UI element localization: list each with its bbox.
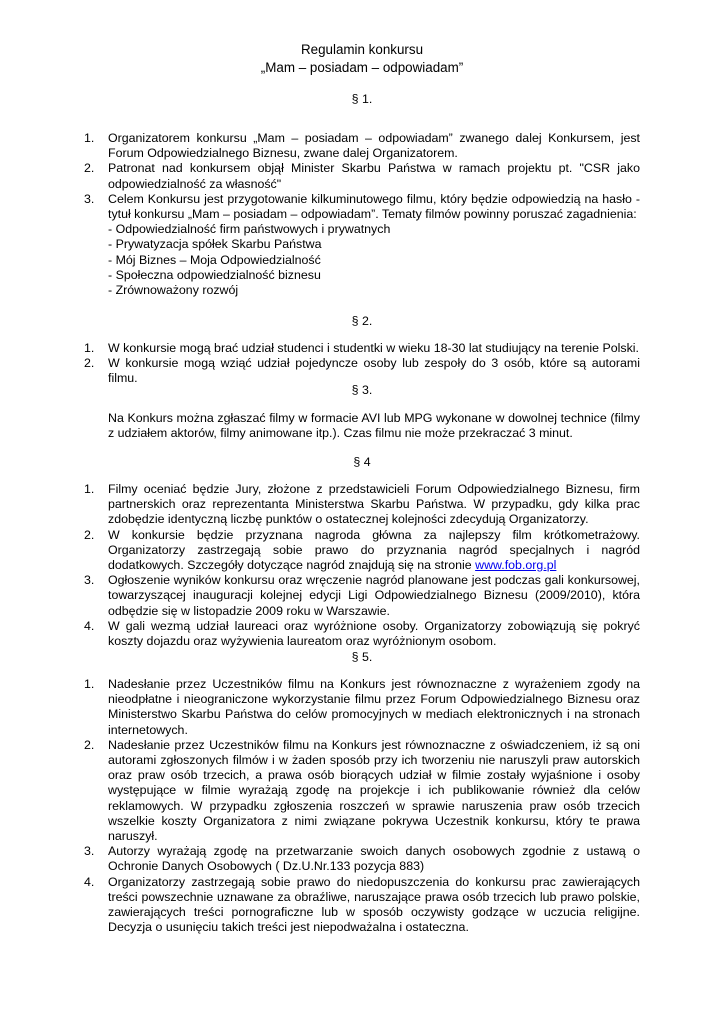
- item-number: 2.: [84, 527, 95, 542]
- section-4-item: [84, 528, 640, 574]
- section-1-item: [84, 192, 640, 298]
- section-5-item: [84, 738, 640, 844]
- item-text: Nadesłanie przez Uczestników filmu na Konkurs jest równoznaczne z oświadczeniem, iż są oni autorami zgłoszonych filmów i w żaden sposób przy ich tworzeniu nie naruszyli praw autorskich oraz praw osób trzecich, a prawa osób biorących udział w filmie zostały wyjaśnione i osoby występujące w filmie wyrażają zgodę na projekcje i ich publikowanie również dla celów reklamowych. W przypadku zgłoszenia roszczeń w sprawie naruszenia praw osób trzecich wszelkie koszty Organizatora z nimi związane pokrywa Uczestnik konkursu, który te prawa naruszył.: [108, 737, 640, 844]
- section-3-paragraph: Na Konkurs można zgłaszać filmy w formacie AVI lub MPG wykonane w dowolnej technice (filmy z udziałem aktorów, filmy animowane itp.). Czas filmu nie może przekraczać 3 minut.: [108, 411, 640, 441]
- item-text: W gali wezmą udział laureaci oraz wyróżnione osoby. Organizatorzy zobowiązują się pokryć koszty dojazdu oraz wyżywienia laureatom oraz wyróżnionym osobom.: [108, 618, 640, 649]
- section-1-item: [84, 131, 640, 161]
- topic-item: - Mój Biznes – Moja Odpowiedzialność: [108, 252, 321, 267]
- section-5-item: [84, 677, 640, 738]
- section-4-item: [84, 619, 640, 649]
- document-title-line1: Regulamin konkursu: [300, 42, 424, 57]
- item-number: 2.: [84, 356, 95, 371]
- item-number: 1.: [84, 482, 95, 496]
- item-text: Autorzy wyrażają zgodę na przetwarzanie swoich danych osobowych zgodnie z ustawą o Ochronie Danych Osobowych ( Dz.U.Nr.133 pozycja 883): [108, 844, 640, 874]
- section-5-list: [84, 677, 640, 935]
- section-2-list: [84, 341, 640, 387]
- document-title-line2: „Mam – posiadam – odpowiadam”: [260, 60, 464, 75]
- item-text: W konkursie mogą brać udział studenci i studentki w wieku 18-30 lat studiujący na terenie Polski.: [108, 341, 639, 355]
- item-number: 3.: [84, 573, 95, 588]
- item-text: Patronat nad konkursem objął Minister Skarbu Państwa w ramach projektu pt. "CSR jako odpowiedzialność za własność": [108, 161, 640, 191]
- section-2-header: § 2.: [351, 314, 373, 328]
- section-1-header: § 1.: [351, 92, 373, 106]
- item-text: W konkursie będzie przyznana nagroda główna za najlepszy film krótkometrażowy. Organizatorzy zastrzegają sobie prawo do przyznania nagród specjalnych i nagród dodatkowych. Szczegóły dotyczące nagród znajdują się na stronie: [108, 527, 640, 573]
- item-text: Organizatorzy zastrzegają sobie prawo do niedopuszczenia do konkursu prac zawierających treści powszechnie uznawane za obraźliwe, naruszające prawa osób trzecich lub prawo polskie, zawierających treści pornograficzne lub w sposób oczywisty godzące w uczucia religijne. Decyzja o usunięciu takich treści jest niepodważalna i ostateczna.: [108, 874, 640, 935]
- section-2-item: [84, 341, 640, 356]
- item-number: 1.: [84, 677, 95, 691]
- item-number: 4.: [84, 874, 95, 889]
- section-4-item: [84, 482, 640, 528]
- item-number: 2.: [84, 737, 95, 752]
- section-4-list: [84, 482, 640, 649]
- item-number: 1.: [84, 341, 95, 355]
- topic-item: - Prywatyzacja spółek Skarbu Państwa: [108, 237, 322, 252]
- section-3-header: § 3.: [351, 383, 373, 397]
- topic-item: - Odpowiedzialność firm państwowych i prywatnych: [108, 222, 391, 237]
- section-1-item: [84, 161, 640, 191]
- item-number: 3.: [84, 191, 95, 206]
- item-text: Organizatorem konkursu „Mam – posiadam – odpowiadam” zwanego dalej Konkursem, jest Forum Odpowiedzialnego Biznesu, zwane dalej Organizatorem.: [108, 131, 640, 161]
- fob-website-link[interactable]: www.fob.org.pl: [475, 558, 557, 573]
- item-number: 2.: [84, 161, 95, 176]
- topic-item: - Społeczna odpowiedzialność biznesu: [108, 267, 321, 282]
- item-text: Celem Konkursu jest przygotowanie kilkuminutowego filmu, który będzie odpowiedzią na hasło - tytuł konkursu „Mam – posiadam – odpowiadam”. Tematy filmów powinny poruszać zagadnienia:: [108, 191, 640, 222]
- item-number: 1.: [84, 131, 95, 145]
- item-text: Nadesłanie przez Uczestników filmu na Konkurs jest równoznaczne z wyrażeniem zgody na nieodpłatne i nieograniczone wykorzystanie filmu przez Forum Odpowiedzialnego Biznesu oraz Ministerstwo Skarbu Państwa do celów promocyjnych w mediach elektronicznych i na stronach internetowych.: [108, 677, 640, 737]
- section-5-header: § 5.: [351, 650, 373, 664]
- section-4-header: § 4: [353, 455, 371, 469]
- item-text: Ogłoszenie wyników konkursu oraz wręczenie nagród planowane jest podczas gali konkursowej, towarzyszącej inauguracji kolejnej edycji Ligi Odpowiedzialnego Biznesu (2009/2010), która odbędzie się w listopadzie 2009 roku w Warszawie.: [108, 573, 640, 618]
- section-4-item: [84, 573, 640, 619]
- topic-item: - Zrównoważony rozwój: [108, 283, 239, 298]
- item-text: W konkursie mogą wziąć udział pojedyncze osoby lub zespoły do 3 osób, które są autorami filmu.: [108, 356, 640, 386]
- section-1-list: [84, 131, 640, 298]
- section-5-item: [84, 875, 640, 936]
- item-text: Filmy oceniać będzie Jury, złożone z przedstawicieli Forum Odpowiedzialnego Biznesu, firm partnerskich oraz reprezentanta Ministerstwa Skarbu Państwa. W przypadku, gdy kilka prac zdobędzie identyczną liczbę punktów o ostatecznej kolejności zdecydują Organizatorzy.: [108, 482, 640, 527]
- item-number: 3.: [84, 844, 95, 859]
- section-5-item: [84, 844, 640, 874]
- item-number: 4.: [84, 618, 95, 633]
